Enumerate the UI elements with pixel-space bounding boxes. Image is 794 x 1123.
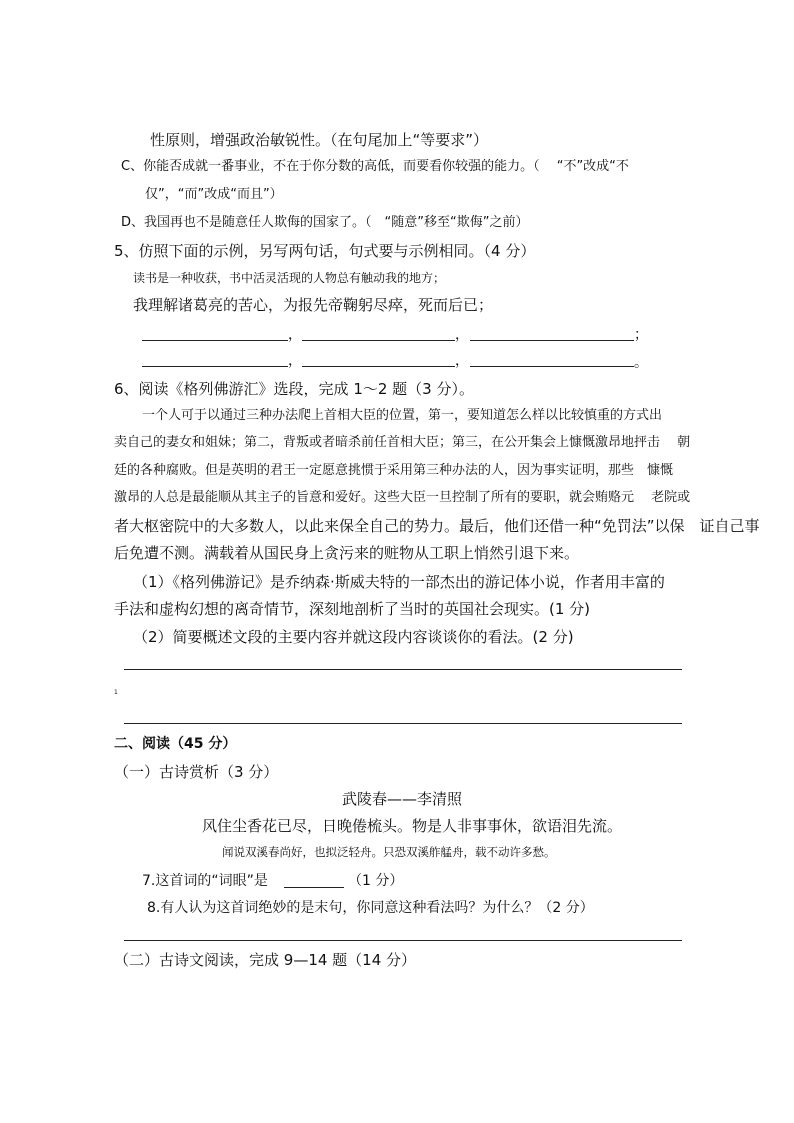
comma-mark: ， [288, 353, 302, 369]
option-c-line-1: C、你能否成就一番事业，不在于你分数的高低，而要看你较强的能力。（ “不”改成“不 [121, 159, 629, 174]
question-7-prompt: 7.这首词的“词眼”是 [142, 873, 268, 889]
comma-mark: ， [288, 327, 302, 343]
question-5-example-2: 我理解诸葛亮的苦心，为报先帝鞠躬尽瘁，死而后已； [133, 296, 494, 314]
answer-line[interactable] [124, 669, 682, 670]
small-mark: 1 [114, 689, 118, 696]
answer-blank[interactable] [302, 340, 455, 341]
passage-line: 卖自己的妻女和姐妹；第二，背叛或者暗杀前任首相大臣；第三，在公开集会上慷慨激昂地抨击 朝 [114, 435, 691, 450]
answer-blank[interactable] [302, 366, 455, 367]
section-2-part-1-heading: （一）古诗赏析（3 分） [114, 763, 279, 781]
answer-blank[interactable] [142, 340, 288, 341]
comma-mark: ， [455, 353, 469, 369]
answer-blank[interactable] [284, 887, 344, 888]
question-8: 8.有人认为这首词绝妙的是末句，你同意这种看法吗？为什么？（2 分） [147, 900, 594, 916]
passage-line: 一个人可于以通过三种办法爬上首相大臣的位置，第一，要知道怎么样以比较慎重的方式出 [142, 408, 663, 423]
poem-title: 武陵春——李清照 [342, 790, 463, 808]
question-7-points: （1 分） [348, 873, 404, 889]
question-6-heading: 6、阅读《格列佛游汇》选段，完成 1～2 题（3 分）。 [114, 380, 474, 398]
poem-line-1: 风住尘香花已尽，日晚倦梳头。物是人非事事休，欲语泪先流。 [202, 817, 623, 835]
question-5-example-1: 读书是一种收获，书中活灵活现的人物总有触动我的地方； [133, 271, 446, 285]
subquestion-1-line-1: （1）《格列佛游记》是乔纳森·斯威夫特的一部杰出的游记体小说，作者用丰富的 [133, 573, 665, 591]
option-d: D、我国再也不是随意任人欺侮的国家了。（ “随意”移至“欺侮”之前） [121, 215, 529, 230]
section-2-part-2-heading: （二）古诗文阅读，完成 9—14 题（14 分） [114, 951, 417, 969]
passage-line: 激昂的人总是最能顺从其主子的旨意和爱好。这些大臣一旦控制了所有的要职，就会贿赂元 老院或 [114, 490, 691, 505]
passage-line: 后免遭不测。满载着从国民身上贪污来的赃物从工职上悄然引退下来。 [114, 544, 580, 562]
answer-line[interactable] [124, 940, 682, 941]
answer-blank[interactable] [142, 366, 288, 367]
section-2-heading: 二、阅读（45 分） [114, 736, 237, 752]
answer-line[interactable] [124, 723, 682, 724]
period-mark: 。 [634, 355, 648, 371]
poem-line-2: 闻说双溪春尚好，也拟泛轻舟。只恐双溪舴艋舟，载不动许多愁。 [222, 845, 556, 859]
option-b-continuation: 性原则，增强政治敏锐性。（在句尾加上“等要求”） [150, 131, 489, 149]
option-c-line-2: 仅”，“而”改成“而且”） [145, 187, 283, 202]
question-5-heading: 5、仿照下面的示例，另写两句话，句式要与示例相同。（4 分） [114, 242, 536, 260]
answer-blank[interactable] [470, 366, 634, 367]
semicolon-mark: ； [634, 327, 648, 343]
passage-line: 者大枢密院中的大多数人，以此来保全自己的势力。最后，他们还借一种“免罚法”以保 证自己事 [114, 517, 760, 535]
answer-blank[interactable] [470, 340, 634, 341]
comma-mark: ， [455, 327, 469, 343]
subquestion-2: （2）简要概述文段的主要内容并就这段内容谈谈你的看法。(2 分) [133, 628, 574, 646]
subquestion-1-line-2: 手法和虚构幻想的离奇情节，深刻地剖析了当时的英国社会现实。(1 分) [114, 600, 591, 618]
passage-line: 廷的各种腐败。但是英明的君王一定愿意挑惯于采用第三种办法的人，因为事实证明，那些 慷慨 [114, 463, 674, 478]
